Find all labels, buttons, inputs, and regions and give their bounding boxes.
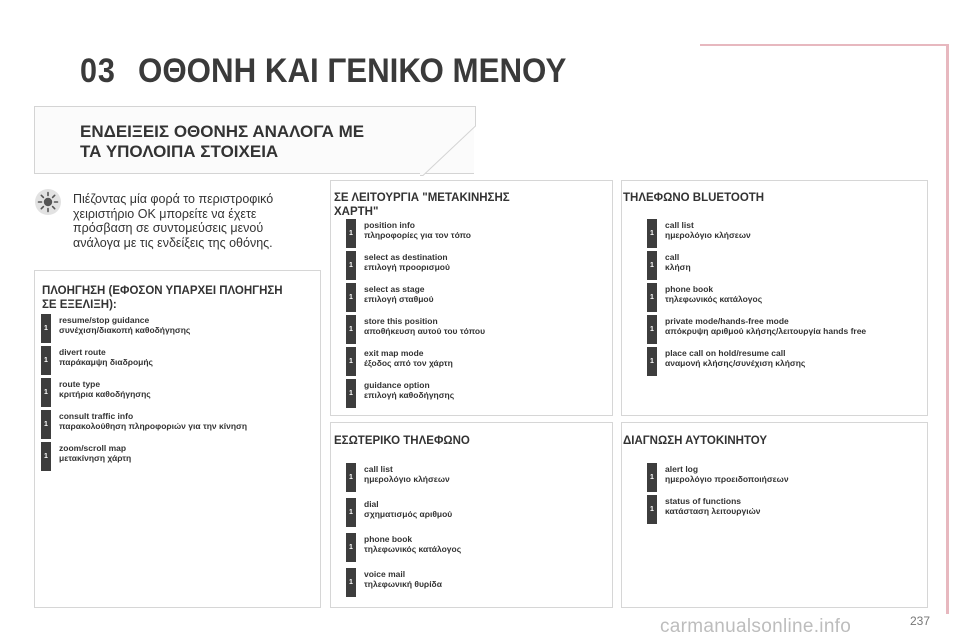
list-item	[346, 533, 606, 565]
bluetooth-phone-panel-title: ΤΗΛΕΦΩΝΟ BLUETOOTH	[623, 192, 765, 204]
chapter-number: 03	[80, 52, 116, 90]
list-item	[41, 378, 301, 410]
subtitle-corner-decoration	[420, 106, 476, 176]
item-number-badge: 1	[647, 495, 657, 524]
intro-line: Πιέζοντας μία φορά το περιστροφικό	[73, 192, 274, 206]
item-label-english: call list	[665, 220, 694, 230]
item-label-greek: κατάσταση λειτουργιών	[665, 506, 761, 516]
item-label-greek: ημερολόγιο κλήσεων	[665, 230, 751, 240]
page-number: 237	[910, 614, 931, 628]
item-label-greek: ημερολόγιο κλήσεων	[364, 474, 450, 484]
intro-line: ανάλογα με τις ενδείξεις της οθόνης.	[73, 235, 273, 250]
panel-title-line: ΣΕ ΕΞΕΛΙΞΗ):	[42, 299, 117, 311]
section-subtitle	[80, 122, 364, 162]
item-label-greek: κριτήρια καθοδήγησης	[59, 389, 151, 399]
intro-line: χειριστήριο OK μπορείτε να έχετε	[73, 206, 257, 221]
intro-text	[73, 192, 313, 250]
list-item	[346, 379, 606, 411]
item-number-badge: 1	[346, 251, 356, 280]
item-label-greek: τηλεφωνικός κατάλογος	[364, 544, 462, 554]
list-item	[346, 498, 606, 530]
item-label-greek: σχηματισμός αριθμού	[364, 509, 453, 519]
item-label-english: voice mail	[364, 569, 406, 579]
item-label-english: phone book	[364, 534, 413, 544]
vehicle-diagnosis-panel-title: ΔΙΑΓΝΩΣΗ ΑΥΤΟΚΙΝΗΤΟΥ	[623, 435, 768, 447]
item-label-greek: αναμονή κλήσης/συνέχιση κλήσης	[665, 358, 806, 368]
list-item	[346, 315, 606, 347]
item-number-badge: 1	[346, 315, 356, 344]
item-number-badge: 1	[346, 283, 356, 312]
item-label-english: consult traffic info	[59, 411, 134, 421]
list-item	[346, 463, 606, 495]
item-label-english: call	[665, 252, 680, 262]
item-label-english: resume/stop guidance	[59, 315, 150, 325]
watermark: carmanualsonline.info	[660, 616, 852, 637]
navigation-panel-title	[42, 284, 283, 312]
item-label-greek: τηλεφωνικός κατάλογος	[665, 294, 763, 304]
item-label-english: private mode/hands-free mode	[665, 316, 789, 326]
right-rule	[946, 44, 949, 614]
list-item	[346, 219, 606, 251]
item-label-english: route type	[59, 379, 101, 389]
item-number-badge: 1	[647, 283, 657, 312]
map-mode-panel-title	[334, 191, 510, 219]
item-label-english: position info	[364, 220, 415, 230]
item-number-badge: 1	[41, 378, 51, 407]
item-label-greek: απόκρυψη αριθμού κλήσης/λειτουργία hands free	[665, 326, 867, 336]
list-item	[41, 410, 301, 442]
item-number-badge: 1	[647, 347, 657, 376]
list-item	[41, 314, 301, 346]
item-label-english: guidance option	[364, 380, 430, 390]
item-number-badge: 1	[346, 533, 356, 562]
item-label-greek: πληροφορίες για τον τόπο	[364, 230, 471, 240]
list-item	[647, 219, 907, 251]
item-label-greek: έξοδος από τον χάρτη	[364, 358, 453, 368]
list-item	[647, 463, 907, 495]
item-number-badge: 1	[41, 346, 51, 375]
item-label-english: exit map mode	[364, 348, 424, 358]
item-label-greek: επιλογή καθοδήγησης	[364, 390, 455, 400]
panel-title-line: ΣΕ ΛΕΙΤΟΥΡΓΙΑ "ΜΕΤΑΚΙΝΗΣΗΣ	[334, 192, 510, 204]
item-number-badge: 1	[346, 379, 356, 408]
item-label-greek: τηλεφωνική θυρίδα	[364, 579, 442, 589]
list-item	[647, 495, 907, 527]
item-number-badge: 1	[346, 219, 356, 248]
item-number-badge: 1	[647, 251, 657, 280]
item-label-greek: παρακολούθηση πληροφοριών για την κίνηση	[59, 421, 248, 431]
sun-icon	[34, 188, 62, 216]
subtitle-line-1: ΕΝΔΕΙΞΕΙΣ ΟΘΟΝΗΣ ΑΝΑΛΟΓΑ ΜΕ	[80, 122, 365, 141]
list-item	[346, 347, 606, 379]
item-label-english: status of functions	[665, 496, 742, 506]
item-label-greek: αποθήκευση αυτού του τόπου	[364, 326, 486, 336]
item-label-english: zoom/scroll map	[59, 443, 127, 453]
item-label-greek: παράκαμψη διαδρομής	[59, 357, 153, 367]
item-label-english: select as destination	[364, 252, 448, 262]
item-number-badge: 1	[346, 498, 356, 527]
list-item	[41, 346, 301, 378]
list-item	[346, 283, 606, 315]
item-number-badge: 1	[647, 315, 657, 344]
item-label-greek: συνέχιση/διακοπή καθοδήγησης	[59, 325, 191, 335]
item-number-badge: 1	[41, 314, 51, 343]
item-label-english: select as stage	[364, 284, 425, 294]
list-item	[41, 442, 301, 474]
item-number-badge: 1	[346, 568, 356, 597]
list-item	[647, 347, 907, 379]
item-label-greek: μετακίνηση χάρτη	[59, 453, 132, 463]
item-number-badge: 1	[647, 219, 657, 248]
top-rule	[700, 44, 946, 46]
item-number-badge: 1	[346, 347, 356, 376]
panel-title-line: ΧΑΡΤΗ"	[334, 206, 379, 218]
chapter-title: ΟΘΟΝΗ ΚΑΙ ΓΕΝΙΚΟ ΜΕΝΟΥ	[138, 52, 567, 90]
item-label-english: call list	[364, 464, 393, 474]
subtitle-line-2: ΤΑ ΥΠΟΛΟΙΠΑ ΣΤΟΙΧΕΙΑ	[80, 142, 279, 161]
list-item	[346, 251, 606, 283]
item-label-english: alert log	[665, 464, 699, 474]
item-label-greek: κλήση	[665, 262, 691, 272]
list-item	[647, 251, 907, 283]
item-label-greek: επιλογή σταθμού	[364, 294, 434, 304]
internal-phone-panel-title: ΕΣΩΤΕΡΙΚΟ ΤΗΛΕΦΩΝΟ	[334, 435, 470, 447]
panel-title-line: ΠΛΟΗΓΗΣΗ (ΕΦΟΣΟΝ ΥΠΑΡΧΕΙ ΠΛΟΗΓΗΣΗ	[42, 285, 283, 297]
item-number-badge: 1	[41, 442, 51, 471]
item-number-badge: 1	[41, 410, 51, 439]
item-label-english: divert route	[59, 347, 106, 357]
item-label-english: dial	[364, 499, 379, 509]
item-label-greek: επιλογή προορισμού	[364, 262, 450, 272]
item-label-greek: ημερολόγιο προειδοποιήσεων	[665, 474, 789, 484]
list-item	[346, 568, 606, 600]
intro-line: πρόσβαση σε συντομεύσεις μενού	[73, 221, 264, 235]
item-label-english: store this position	[364, 316, 438, 326]
list-item	[647, 283, 907, 315]
item-number-badge: 1	[346, 463, 356, 492]
item-label-english: place call on hold/resume call	[665, 348, 786, 358]
item-label-english: phone book	[665, 284, 714, 294]
list-item	[647, 315, 907, 347]
item-number-badge: 1	[647, 463, 657, 492]
